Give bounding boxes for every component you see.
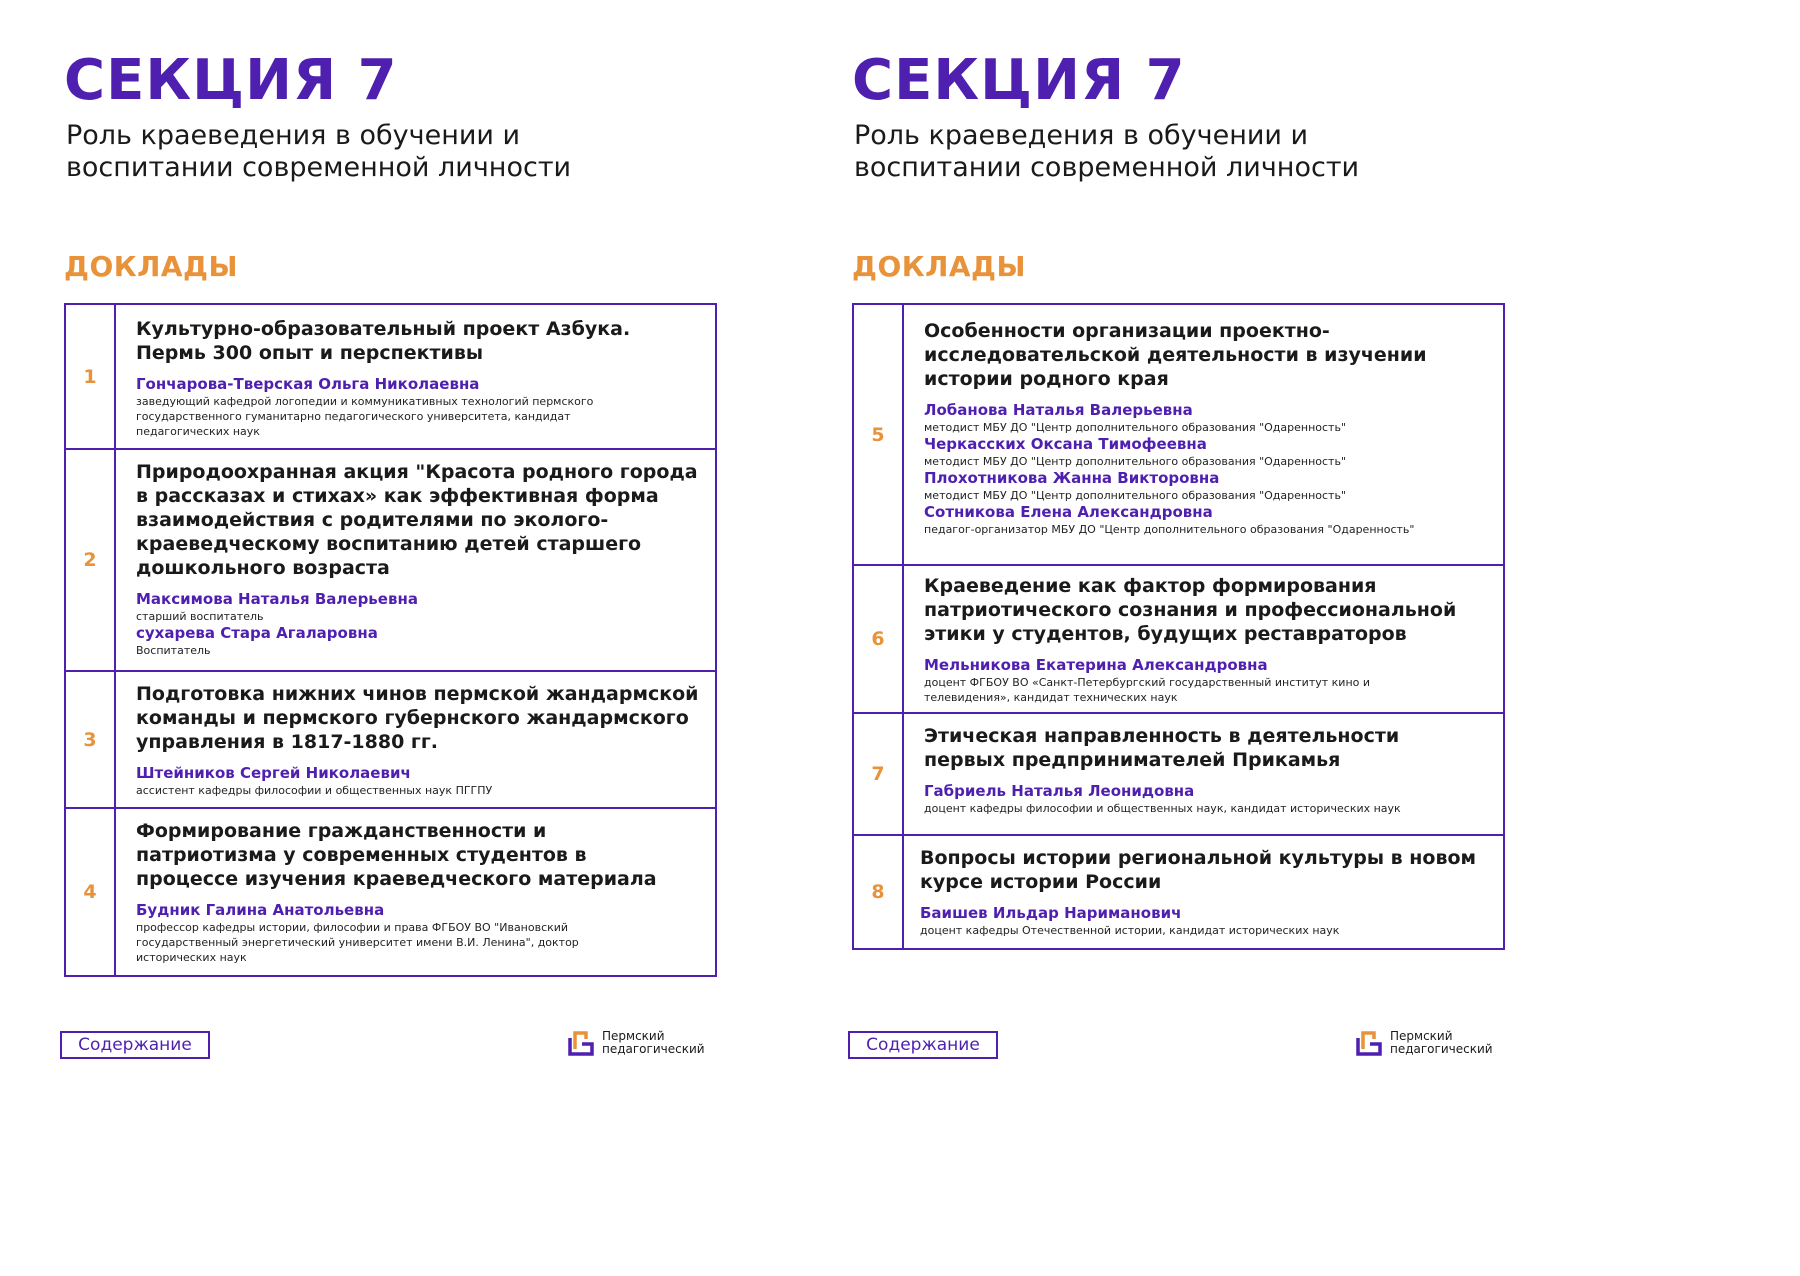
university-logo: [1356, 1030, 1493, 1056]
speaker-name: Черкасских Оксана Тимофеевна: [924, 435, 1207, 453]
section-subtitle: [66, 120, 766, 184]
report-content: [116, 305, 715, 448]
logo-text: [1390, 1030, 1493, 1056]
report-content: [904, 305, 1503, 564]
report-content: [904, 566, 1503, 712]
topic-line: в рассказах и стихах» как эффективная форма: [136, 485, 659, 507]
logo-line: педагогический: [1390, 1042, 1493, 1056]
topic-line: взаимодействия с родителями по эколого-: [136, 509, 609, 531]
report-topic: [136, 317, 701, 365]
topic-line: дошкольного возраста: [136, 557, 390, 579]
report-row: [854, 305, 1503, 566]
report-row: [854, 836, 1503, 948]
speaker-role: [924, 675, 1489, 705]
report-number: 7: [854, 714, 904, 834]
speaker-role: методист МБУ ДО "Центр дополнительного образования "Одаренность": [924, 489, 1347, 502]
report-topic: [920, 846, 1489, 894]
report-content: [904, 836, 1503, 948]
topic-line: Культурно-образовательный проект Азбука.: [136, 318, 631, 340]
report-topic: [924, 724, 1489, 772]
university-logo: [568, 1030, 705, 1056]
report-row: [854, 566, 1503, 714]
page-right: [852, 0, 1552, 1100]
role-line: доцент ФГБОУ ВО «Санкт-Петербургский государственный институт кино и: [924, 676, 1371, 689]
topic-line: Природоохранная акция "Красота родного города: [136, 461, 698, 483]
report-content: [904, 714, 1503, 834]
contents-button[interactable]: Содержание: [848, 1031, 998, 1059]
topic-line: Пермь 300 опыт и перспективы: [136, 342, 484, 364]
speaker-name: Максимова Наталья Валерьевна: [136, 590, 418, 608]
report-topic: [136, 460, 701, 580]
role-line: исторических наук: [136, 951, 247, 964]
topic-line: краеведческому воспитанию детей старшего: [136, 533, 642, 555]
speaker-role: [136, 920, 701, 965]
logo-text: [602, 1030, 705, 1056]
topic-line: этики у студентов, будущих реставраторов: [924, 623, 1407, 645]
subtitle-line: воспитании современной личности: [854, 152, 1360, 183]
topic-line: команды и пермского губернского жандармского: [136, 707, 689, 729]
speaker-name: Габриель Наталья Леонидовна: [924, 782, 1195, 800]
reports-table: [852, 303, 1505, 950]
report-row: [66, 305, 715, 450]
university-logo-icon: [568, 1030, 594, 1056]
speaker-name: Штейников Сергей Николаевич: [136, 764, 411, 782]
role-line: государственного гуманитарно педагогического университета, кандидат: [136, 410, 571, 423]
speaker-role: методист МБУ ДО "Центр дополнительного образования "Одаренность": [924, 421, 1347, 434]
report-row: [66, 450, 715, 672]
topic-line: первых предпринимателей Прикамья: [924, 749, 1341, 771]
subtitle-line: Роль краеведения в обучении и: [854, 120, 1309, 151]
topic-line: патриотического сознания и профессиональной: [924, 599, 1457, 621]
speaker-role: доцент кафедры философии и общественных наук, кандидат исторических наук: [924, 802, 1401, 815]
report-topic: [136, 819, 701, 891]
topic-line: истории родного края: [924, 368, 1169, 390]
speaker-name: Плохотникова Жанна Викторовна: [924, 469, 1220, 487]
report-number: 6: [854, 566, 904, 712]
subtitle-line: Роль краеведения в обучении и: [66, 120, 521, 151]
speaker-name: Будник Галина Анатольевна: [136, 901, 385, 919]
section-title: СЕКЦИЯ 7: [852, 48, 1186, 113]
report-row: [66, 809, 715, 975]
speaker-role: педагог-организатор МБУ ДО "Центр дополнительного образования "Одаренность": [924, 523, 1415, 536]
speaker-name: Сотникова Елена Александровна: [924, 503, 1213, 521]
report-row: [854, 714, 1503, 836]
role-line: государственный энергетический университет имени В.И. Ленина", доктор: [136, 936, 579, 949]
university-logo-icon: [1356, 1030, 1382, 1056]
role-line: заведующий кафедрой логопедии и коммуникативных технологий пермского: [136, 395, 594, 408]
topic-line: Вопросы истории региональной культуры в новом: [920, 847, 1477, 869]
logo-line: Пермский: [602, 1029, 665, 1043]
speaker-role: Воспитатель: [136, 644, 211, 657]
speaker-name: Мельникова Екатерина Александровна: [924, 656, 1268, 674]
speaker-name: сухарева Стара Агаларовна: [136, 624, 378, 642]
speaker-name: Лобанова Наталья Валерьевна: [924, 401, 1193, 419]
logo-line: Пермский: [1390, 1029, 1453, 1043]
topic-line: процессе изучения краеведческого материала: [136, 868, 657, 890]
report-number: 4: [66, 809, 116, 975]
section-subtitle: [854, 120, 1554, 184]
page-left: [64, 0, 764, 1100]
contents-button[interactable]: Содержание: [60, 1031, 210, 1059]
topic-line: Формирование гражданственности и: [136, 820, 547, 842]
report-number: 2: [66, 450, 116, 670]
topic-line: Подготовка нижних чинов пермской жандармской: [136, 683, 699, 705]
report-content: [116, 450, 715, 670]
section-title: СЕКЦИЯ 7: [64, 48, 398, 113]
report-number: 5: [854, 305, 904, 564]
reports-heading: ДОКЛАДЫ: [64, 250, 239, 283]
report-content: [116, 809, 715, 975]
logo-line: педагогический: [602, 1042, 705, 1056]
report-number: 1: [66, 305, 116, 448]
report-number: 3: [66, 672, 116, 807]
topic-line: Особенности организации проектно-: [924, 320, 1330, 342]
report-topic: [924, 574, 1489, 646]
topic-line: Краеведение как фактор формирования: [924, 575, 1377, 597]
speaker-role: [136, 394, 701, 439]
role-line: телевидения», кандидат технических наук: [924, 691, 1178, 704]
topic-line: исследовательской деятельности в изучении: [924, 344, 1427, 366]
speaker-role: доцент кафедры Отечественной истории, кандидат исторических наук: [920, 924, 1340, 937]
speaker-role: старший воспитатель: [136, 610, 264, 623]
report-topic: [136, 682, 701, 754]
speaker-name: Баишев Ильдар Нариманович: [920, 904, 1182, 922]
subtitle-line: воспитании современной личности: [66, 152, 572, 183]
reports-table: [64, 303, 717, 977]
topic-line: управления в 1817-1880 гг.: [136, 731, 438, 753]
topic-line: патриотизма у современных студентов в: [136, 844, 587, 866]
report-content: [116, 672, 715, 807]
role-line: педагогических наук: [136, 425, 260, 438]
topic-line: курсе истории России: [920, 871, 1162, 893]
report-row: [66, 672, 715, 809]
report-topic: [924, 319, 1489, 391]
speaker-name: Гончарова-Тверская Ольга Николаевна: [136, 375, 480, 393]
speaker-role: ассистент кафедры философии и общественных наук ПГГПУ: [136, 784, 493, 797]
topic-line: Этическая направленность в деятельности: [924, 725, 1400, 747]
speaker-role: методист МБУ ДО "Центр дополнительного образования "Одаренность": [924, 455, 1347, 468]
role-line: профессор кафедры истории, философии и права ФГБОУ ВО "Ивановский: [136, 921, 569, 934]
report-number: 8: [854, 836, 904, 948]
reports-heading: ДОКЛАДЫ: [852, 250, 1027, 283]
